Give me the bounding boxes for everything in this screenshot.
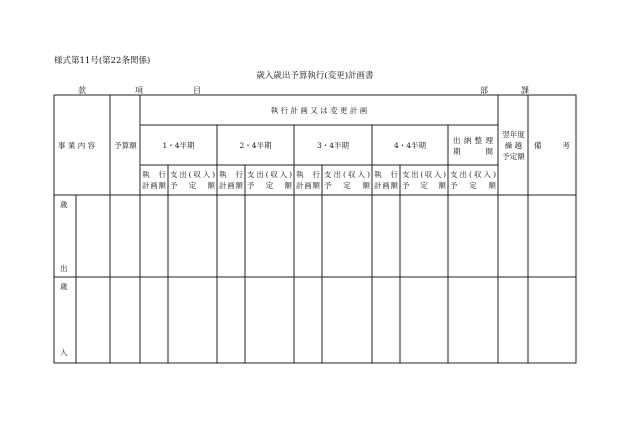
row-revenue-top: 歳	[60, 282, 68, 291]
label-kou: 項	[135, 86, 143, 95]
col-carryover-2: 繰 越	[504, 141, 523, 150]
col-business-content: 事 業 内 容	[58, 141, 96, 150]
q3-out-bottom: 予 定 額	[324, 181, 370, 190]
label-ka: 課	[521, 86, 529, 95]
row-expenditure-top: 歳	[60, 200, 68, 209]
quarter-2: 2・4半期	[239, 141, 272, 150]
quarter-3: 3・4半期	[316, 141, 350, 150]
quarter-4: 4・4半期	[393, 141, 427, 150]
col-carryover-3: 予定額	[502, 152, 525, 161]
q3-out-top: 支出(収入)	[324, 170, 370, 179]
q4-exec-top: 執 行	[374, 170, 398, 179]
closing-out-bottom: 予 定 額	[450, 181, 496, 190]
col-execution-plan: 執 行 計 画 又 は 変 更 計 画	[270, 106, 368, 115]
form-reference: 様式第11号(第22条関係)	[54, 56, 151, 66]
row-expenditure-bottom: 出	[60, 264, 68, 273]
col-carryover-1: 翌年度	[502, 130, 525, 139]
q1-out-bottom: 予 定 額	[170, 181, 215, 190]
q1-exec-top: 執 行	[142, 170, 166, 179]
col-closing-period-top: 出納整理	[453, 136, 493, 145]
q2-out-top: 支出(収入)	[247, 170, 292, 179]
col-notes: 備 考	[534, 141, 570, 150]
q4-out-top: 支出(収入)	[402, 170, 446, 179]
row-revenue-bottom: 入	[60, 348, 68, 357]
q4-exec-bottom: 計画額	[374, 181, 398, 190]
q4-out-bottom: 予 定 額	[402, 181, 446, 190]
col-closing-period-bottom: 期 間	[453, 147, 493, 156]
q2-out-bottom: 予 定 額	[247, 181, 292, 190]
q2-exec-top: 執 行	[219, 170, 243, 179]
label-moku: 目	[193, 86, 201, 95]
q3-exec-top: 執 行	[296, 170, 320, 179]
label-kan: 款	[78, 86, 86, 95]
q2-exec-bottom: 計画額	[219, 181, 243, 190]
label-bu: 部	[480, 86, 488, 95]
document-title: 歳入歳出予算執行(変更)計画書	[256, 71, 374, 81]
closing-out-top: 支出(収入)	[450, 170, 496, 179]
col-budget-amount: 予算額	[114, 141, 137, 150]
q3-exec-bottom: 計画額	[296, 181, 320, 190]
quarter-1: 1・4半期	[162, 141, 195, 150]
q1-out-top: 支出(収入)	[170, 170, 215, 179]
q1-exec-bottom: 計画額	[142, 181, 166, 190]
